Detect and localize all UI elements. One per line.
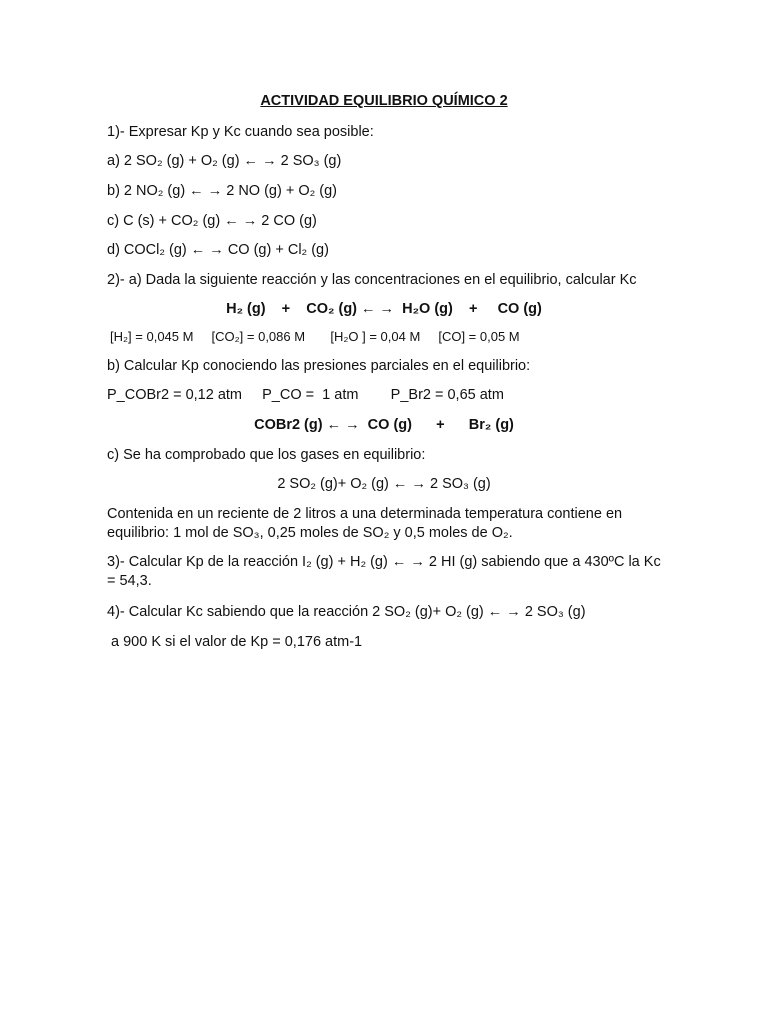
q2-c-text: Contenida en un reciente de 2 litros a una determinada temperatura contiene en equilibrio: 1 mol de SO₃, 0,25 moles de SO₂ y 0,5 moles de O₂. <box>107 506 623 541</box>
q2-reaction-a: H₂ (g) + CO₂ (g) ← → H₂O (g) + CO (g) <box>226 301 542 317</box>
q4-text: 4)- Calcular Kc sabiendo que la reacción 2 SO₂ (g)+ O₂ (g) ← → 2 SO₃ (g) <box>107 604 586 620</box>
q2-concentrations: [H₂] = 0,045 M [CO₂] = 0,086 M [H₂O ] = 0,04 M [CO] = 0,05 M <box>110 329 520 344</box>
q1-item-d: d) COCl₂ (g) ← → CO (g) + Cl₂ (g) <box>107 242 329 258</box>
q2-reaction-c: 2 SO₂ (g)+ O₂ (g) ← → 2 SO₃ (g) <box>277 476 491 492</box>
q2-intro: 2)- a) Dada la siguiente reacción y las concentraciones en el equilibrio, calcular Kc <box>107 272 637 288</box>
q1-item-b: b) 2 NO₂ (g) ← → 2 NO (g) + O₂ (g) <box>107 183 338 199</box>
q2-pressures: P_COBr2 = 0,12 atm P_CO = 1 atm P_Br2 = 0,65 atm <box>107 387 504 403</box>
q2-b-intro: b) Calcular Kp conociendo las presiones parciales en el equilibrio: <box>107 358 531 374</box>
q4-text-2: a 900 K si el valor de Kp = 0,176 atm-1 <box>107 634 363 650</box>
q1-intro: 1)- Expresar Kp y Kc cuando sea posible: <box>107 124 374 140</box>
q2-reaction-b: COBr2 (g) ← → CO (g) + Br₂ (g) <box>254 417 514 433</box>
q3-text: 3)- Calcular Kp de la reacción I₂ (g) + H₂ (g) ← → 2 HI (g) sabiendo que a 430ºC la Kc = 54,3. <box>107 554 661 589</box>
q1-item-a: a) 2 SO₂ (g) + O₂ (g) ← → 2 SO₃ (g) <box>107 153 342 169</box>
q2-c-intro: c) Se ha comprobado que los gases en equilibrio: <box>107 447 426 463</box>
page-title: ACTIVIDAD EQUILIBRIO QUÍMICO 2 <box>260 93 508 109</box>
q1-item-c: c) C (s) + CO₂ (g) ← → 2 CO (g) <box>107 213 317 229</box>
